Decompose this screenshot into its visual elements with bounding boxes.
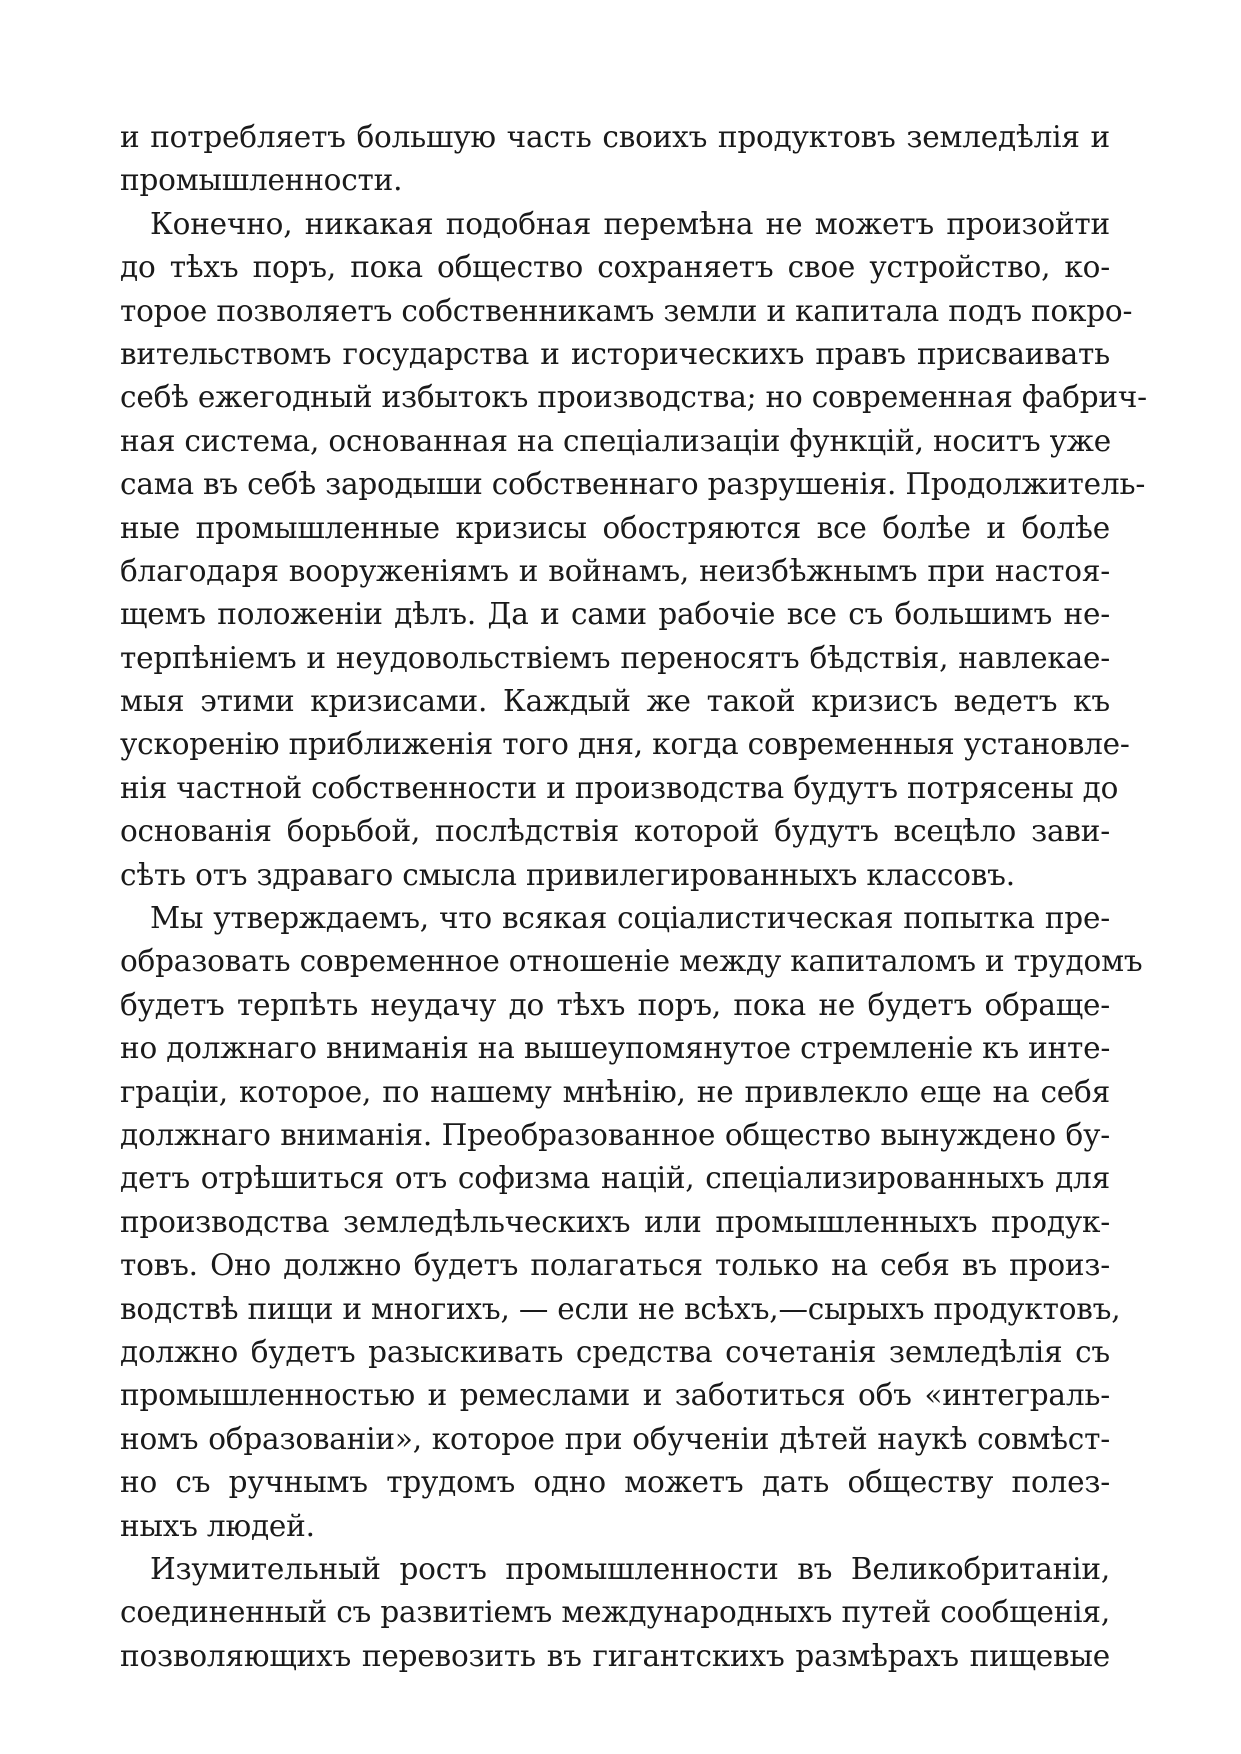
- text-line: ные промышленные кризисы обостряются все болѣе и болѣе: [120, 510, 1110, 545]
- body-text: [120, 116, 1147, 1678]
- text-line: основанія борьбой, послѣдствія которой будутъ всецѣло зави-: [120, 814, 1110, 849]
- text-line: промышленности.: [120, 163, 403, 198]
- text-line: торое позволяетъ собственникамъ земли и капитала подъ покро-: [120, 293, 1133, 328]
- text-line: благодаря вооруженіямъ и войнамъ, неизбѣжнымъ при настоя-: [120, 553, 1110, 588]
- text-line: Конечно, никакая подобная перемѣна не можетъ произойти: [150, 206, 1110, 241]
- text-line: себѣ ежегодный избытокъ производства; но современная фабрич-: [120, 380, 1147, 415]
- paragraph: [120, 203, 1147, 897]
- text-line: терпѣніемъ и неудовольствіемъ переносятъ бѣдствія, навлекае-: [120, 640, 1110, 675]
- text-line: соединенный съ развитіемъ международныхъ путей сообщенія,: [120, 1595, 1110, 1630]
- text-line: ускоренію приближенія того дня, когда современныя установле-: [120, 727, 1130, 762]
- text-line: Изумительный ростъ промышленности въ Великобританіи,: [150, 1551, 1110, 1586]
- text-line: сѣть отъ здраваго смысла привилегированныхъ классовъ.: [120, 857, 1015, 892]
- text-line: ныхъ людей.: [120, 1508, 315, 1543]
- text-line: Мы утверждаемъ, что всякая соціалистическая попытка пре-: [150, 901, 1110, 936]
- text-line: будетъ терпѣть неудачу до тѣхъ поръ, пока не будетъ обраще-: [120, 987, 1110, 1022]
- text-line: но должнаго вниманія на вышеупомянутое стремленіе къ инте-: [120, 1031, 1111, 1066]
- text-line: нія частной собственности и производства будутъ потрясены до: [120, 770, 1119, 805]
- text-line: но съ ручнымъ трудомъ одно можетъ дать обществу полез-: [120, 1465, 1110, 1500]
- text-line: должнаго вниманія. Преобразованное общество вынуждено бу-: [120, 1117, 1110, 1152]
- text-line: позволяющихъ перевозить въ гигантскихъ размѣрахъ пищевые: [120, 1638, 1110, 1673]
- text-line: до тѣхъ поръ, пока общество сохраняетъ свое устройство, ко-: [120, 250, 1110, 285]
- text-line: и потребляетъ большую часть своихъ продуктовъ земледѣлія и: [120, 120, 1110, 154]
- text-line: образовать современное отношеніе между капиталомъ и трудомъ: [120, 944, 1143, 979]
- text-line: детъ отрѣшиться отъ софизма націй, спеціализированныхъ для: [120, 1161, 1110, 1196]
- text-line: номъ образованіи», которое при обученіи дѣтей наукѣ совмѣст-: [120, 1421, 1110, 1456]
- text-line: ная система, основанная на спеціализаціи функцій, носитъ уже: [120, 423, 1111, 458]
- text-line: производства земледѣльческихъ или промышленныхъ продук-: [120, 1204, 1110, 1239]
- text-line: мыя этими кризисами. Каждый же такой кризисъ ведетъ къ: [120, 684, 1110, 719]
- text-line: граціи, которое, по нашему мнѣнію, не привлекло еще на себя: [120, 1074, 1110, 1109]
- text-line: щемъ положеніи дѣлъ. Да и сами рабочіе все съ большимъ не-: [120, 597, 1110, 632]
- text-line: сама въ себѣ зародыши собственнаго разрушенія. Продолжитель-: [120, 467, 1146, 502]
- paragraph: [120, 116, 1110, 203]
- text-line: промышленностью и ремеслами и заботиться объ «интеграль-: [120, 1378, 1110, 1413]
- text-line: товъ. Оно должно будетъ полагаться только на себя въ произ-: [120, 1248, 1110, 1283]
- paragraph: [120, 1548, 1110, 1678]
- paragraph: [120, 897, 1143, 1548]
- text-line: вительствомъ государства и историческихъ правъ присваивать: [120, 336, 1110, 371]
- text-line: водствѣ пищи и многихъ, — если не всѣхъ,—сырыхъ продуктовъ,: [120, 1291, 1121, 1326]
- text-line: должно будетъ разыскивать средства сочетанія земледѣлія съ: [120, 1334, 1110, 1369]
